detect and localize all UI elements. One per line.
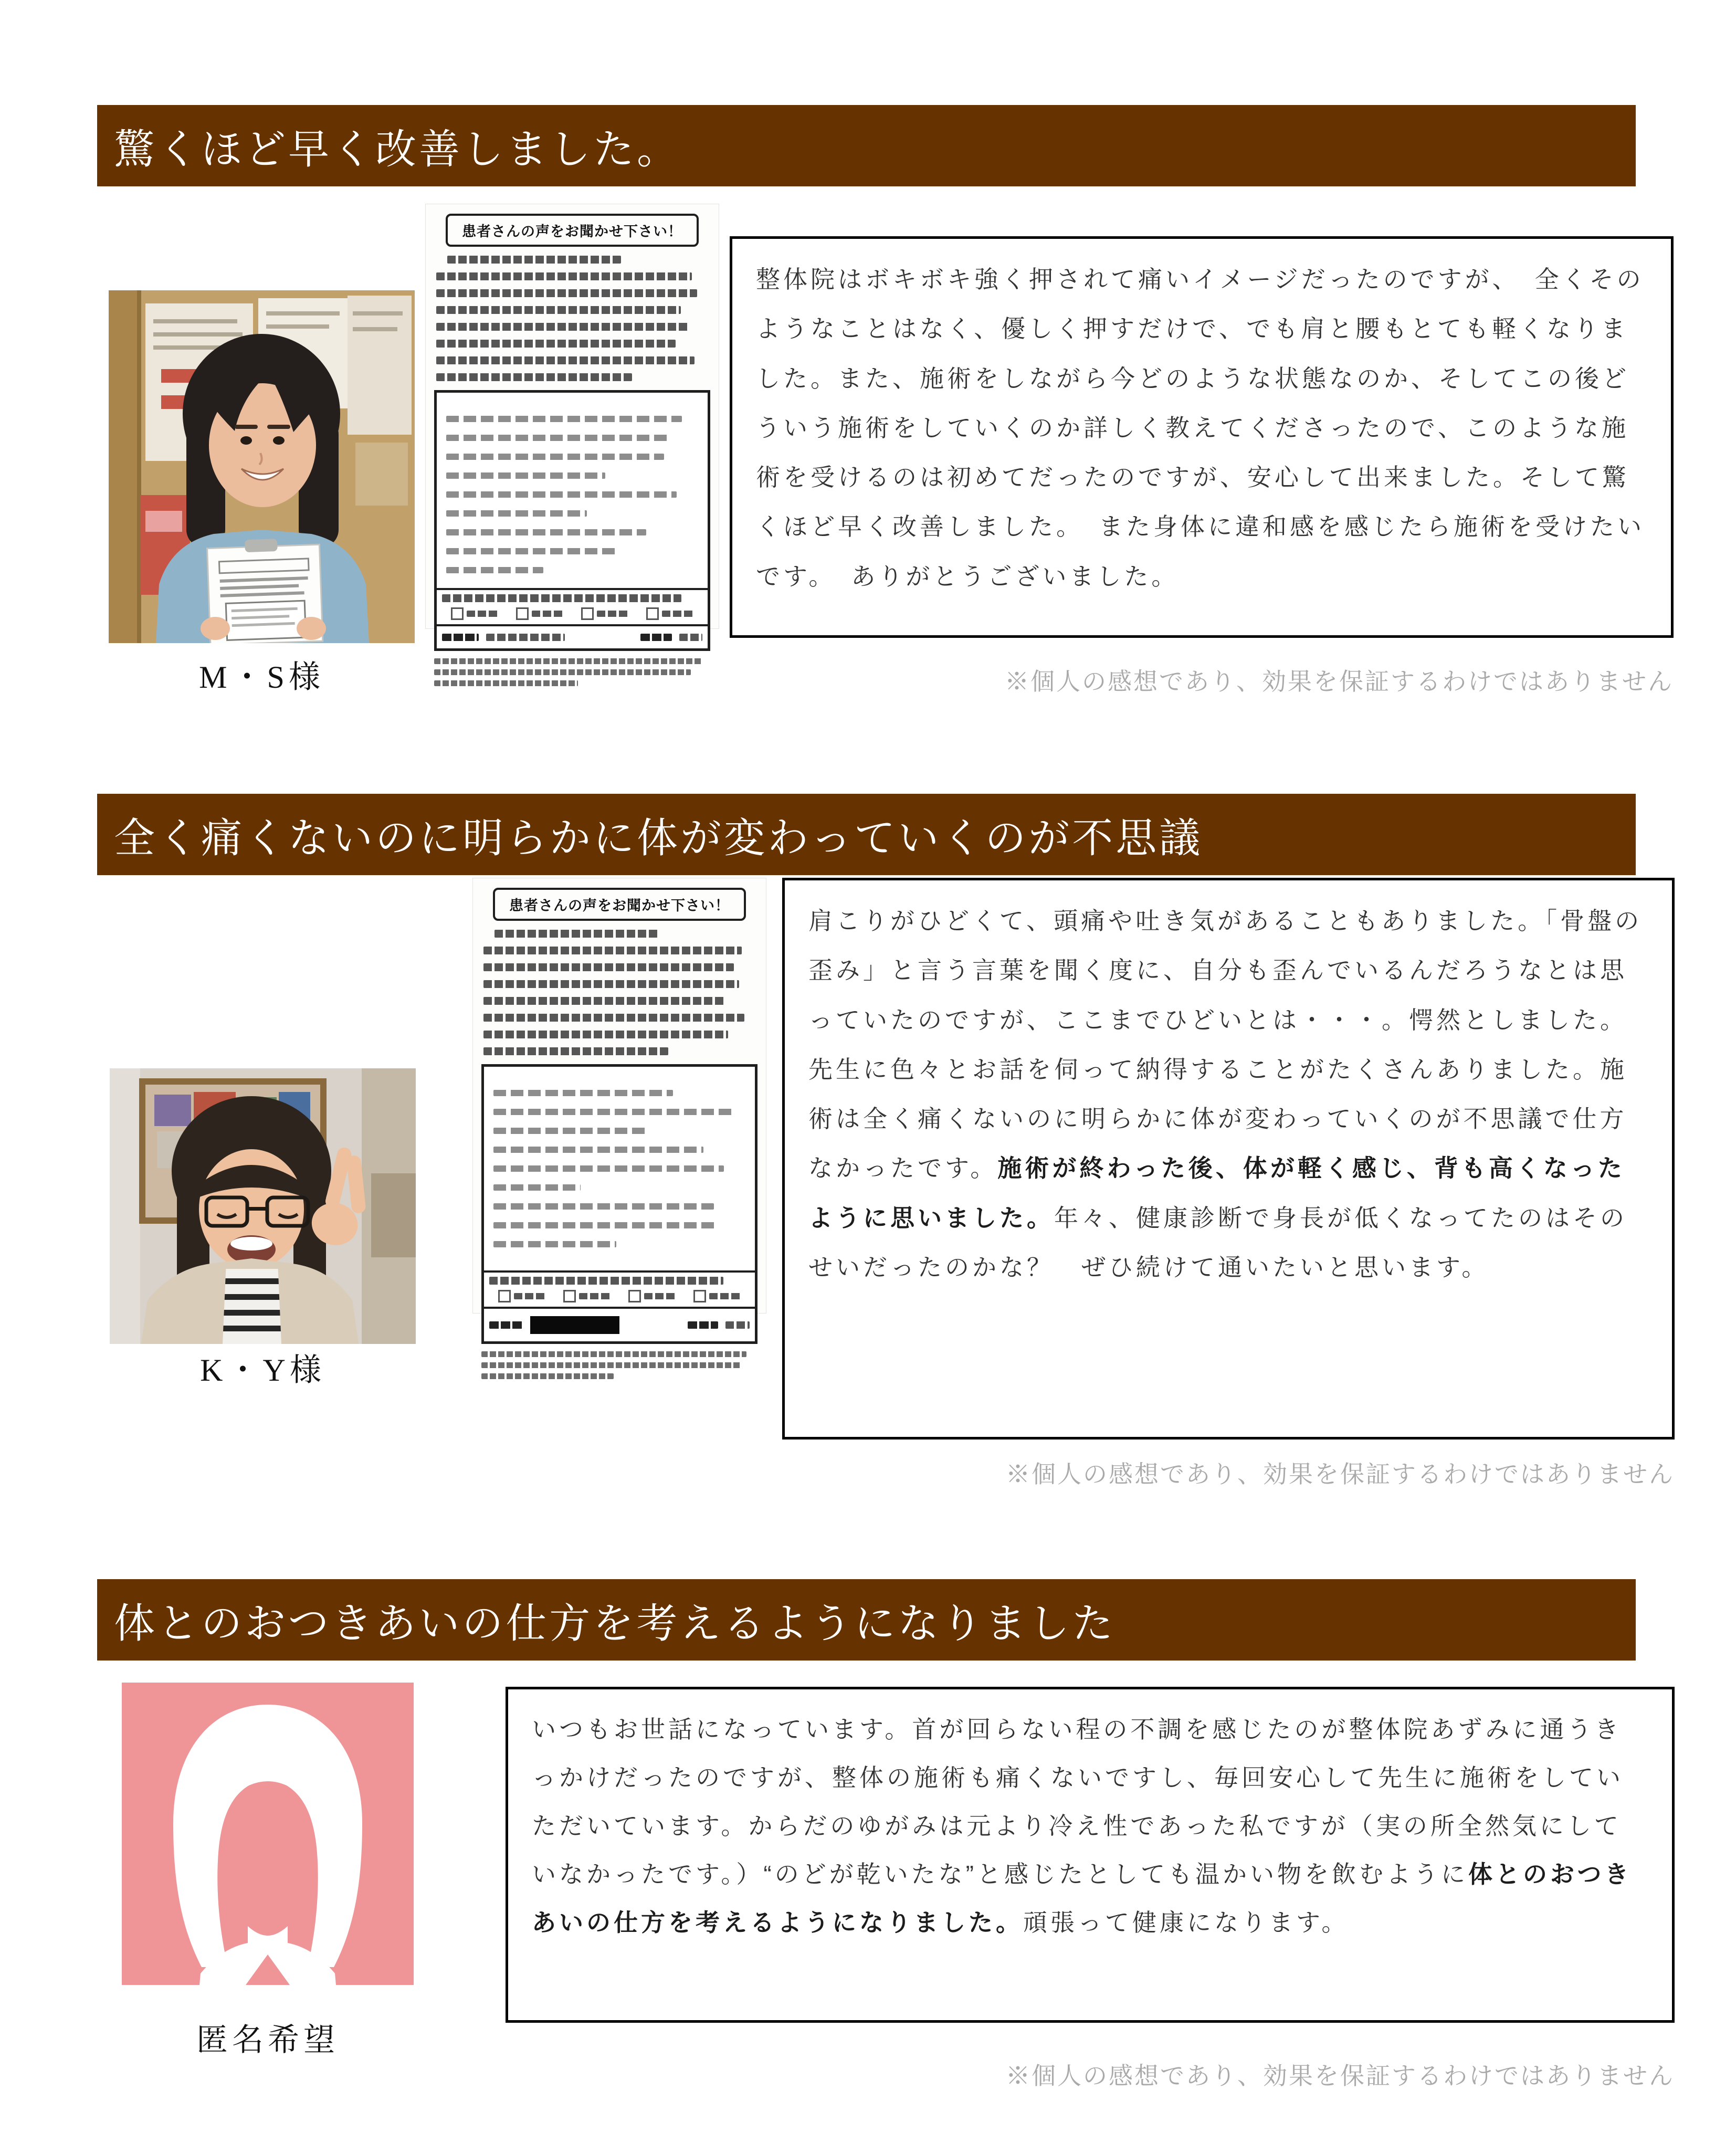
headline-text: 驚くほど早く改善しました。: [114, 125, 681, 172]
survey-answer-area: [481, 1064, 757, 1344]
headline-text: 体とのおつきあいの仕方を考えるようになりました: [114, 1600, 1116, 1646]
survey-printed-text: [434, 256, 710, 381]
testimonial-text-box: [730, 236, 1674, 638]
survey-answer-area: [434, 390, 710, 651]
testimonial-text: いつもお世話になっています。首が回らない程の不調を感じたのが整体院あずみに通うきっかけだったのですが、整体の施術も痛くないですし、毎回安心して先生に施術をしていただいています。からだのゆがみは元より冷え性であった私ですが（実の所全然気にしていなかったです。）“のどが乾いたな”と感じたとしても温かい物を飲むように体とのおつきあいの仕方を考えるようになりました。頑張って健康になります。: [532, 1716, 1632, 1936]
customer-name: K・Y様: [200, 1353, 325, 1388]
survey-checkbox-row: [437, 590, 708, 626]
survey-printed-text: [481, 930, 757, 1055]
woman-silhouette-icon: [122, 1683, 414, 1985]
section-3-headline: [97, 1579, 1636, 1661]
testimonial-text-box: [782, 878, 1675, 1439]
handwritten-answer: [484, 1067, 755, 1273]
survey-scan: [472, 878, 766, 1314]
disclaimer: ※個人の感想であり、効果を保証するわけではありません: [1005, 668, 1674, 695]
name-redaction: [530, 1316, 619, 1334]
disclaimer: ※個人の感想であり、効果を保証するわけではありません: [1006, 1460, 1675, 1488]
headline-text: 全く痛くないのに明らかに体が変わっていくのが不思議: [114, 814, 1203, 861]
customer-photo: [110, 1068, 416, 1344]
handwritten-answer: [437, 393, 708, 590]
woman-peace-sign-illustration: [110, 1068, 416, 1344]
customer-name: M・S様: [199, 660, 324, 695]
woman-holding-survey-illustration: [109, 290, 415, 643]
section-2-headline: [97, 794, 1636, 875]
survey-name-row: [484, 1309, 755, 1341]
testimonial-text-box: [506, 1687, 1675, 2023]
customer-photo: [109, 290, 415, 643]
survey-scan-title: 患者さんの声をお聞かせ下さい！: [446, 214, 698, 247]
section-1-headline: [97, 105, 1636, 186]
survey-scan-title: 患者さんの声をお聞かせ下さい！: [493, 888, 745, 921]
survey-fine-print: [434, 658, 710, 686]
survey-fine-print: [481, 1351, 757, 1379]
customer-name: 匿名希望: [196, 2023, 339, 2057]
testimonial-text: 整体院はボキボキ強く押されて痛いイメージだったのですが、 全くそのようなことはなく、優しく押すだけで、でも肩と腰もとても軽くなりました。また、施術をしながら今どのような状態なのか、そしてこの後どういう施術をしていくのか詳しく教えてくださったので、このような施術を受けるのは初めてだったのですが、安心して出来ました。そして驚くほど早く改善しました。 また身体に違和感を感じたら施術を受けたいです。 ありがとうございました。: [756, 266, 1645, 590]
anonymous-avatar: [122, 1683, 414, 1985]
survey-checkbox-row: [484, 1273, 755, 1309]
survey-scan: [425, 204, 719, 629]
survey-name-row: [437, 626, 708, 648]
disclaimer: ※個人の感想であり、効果を保証するわけではありません: [1006, 2062, 1675, 2089]
testimonial-text: 肩こりがひどくて、頭痛や吐き気があることもありました。「骨盤の歪み」と言う言葉を聞く度に、自分も歪んでいるんだろうなとは思っていたのですが、ここまでひどいとは・・・。愕然としました。先生に色々とお話を伺って納得することがたくさんありました。施術は全く痛くないのに明らかに体が変わっていくのが不思議で仕方なかったです。施術が終わった後、体が軽く感じ、背も高くなったように思いました。年々、健康診断で身長が低くなってたのはそのせいだったのかな？ ぜひ続けて通いたいと思います。: [808, 907, 1643, 1281]
